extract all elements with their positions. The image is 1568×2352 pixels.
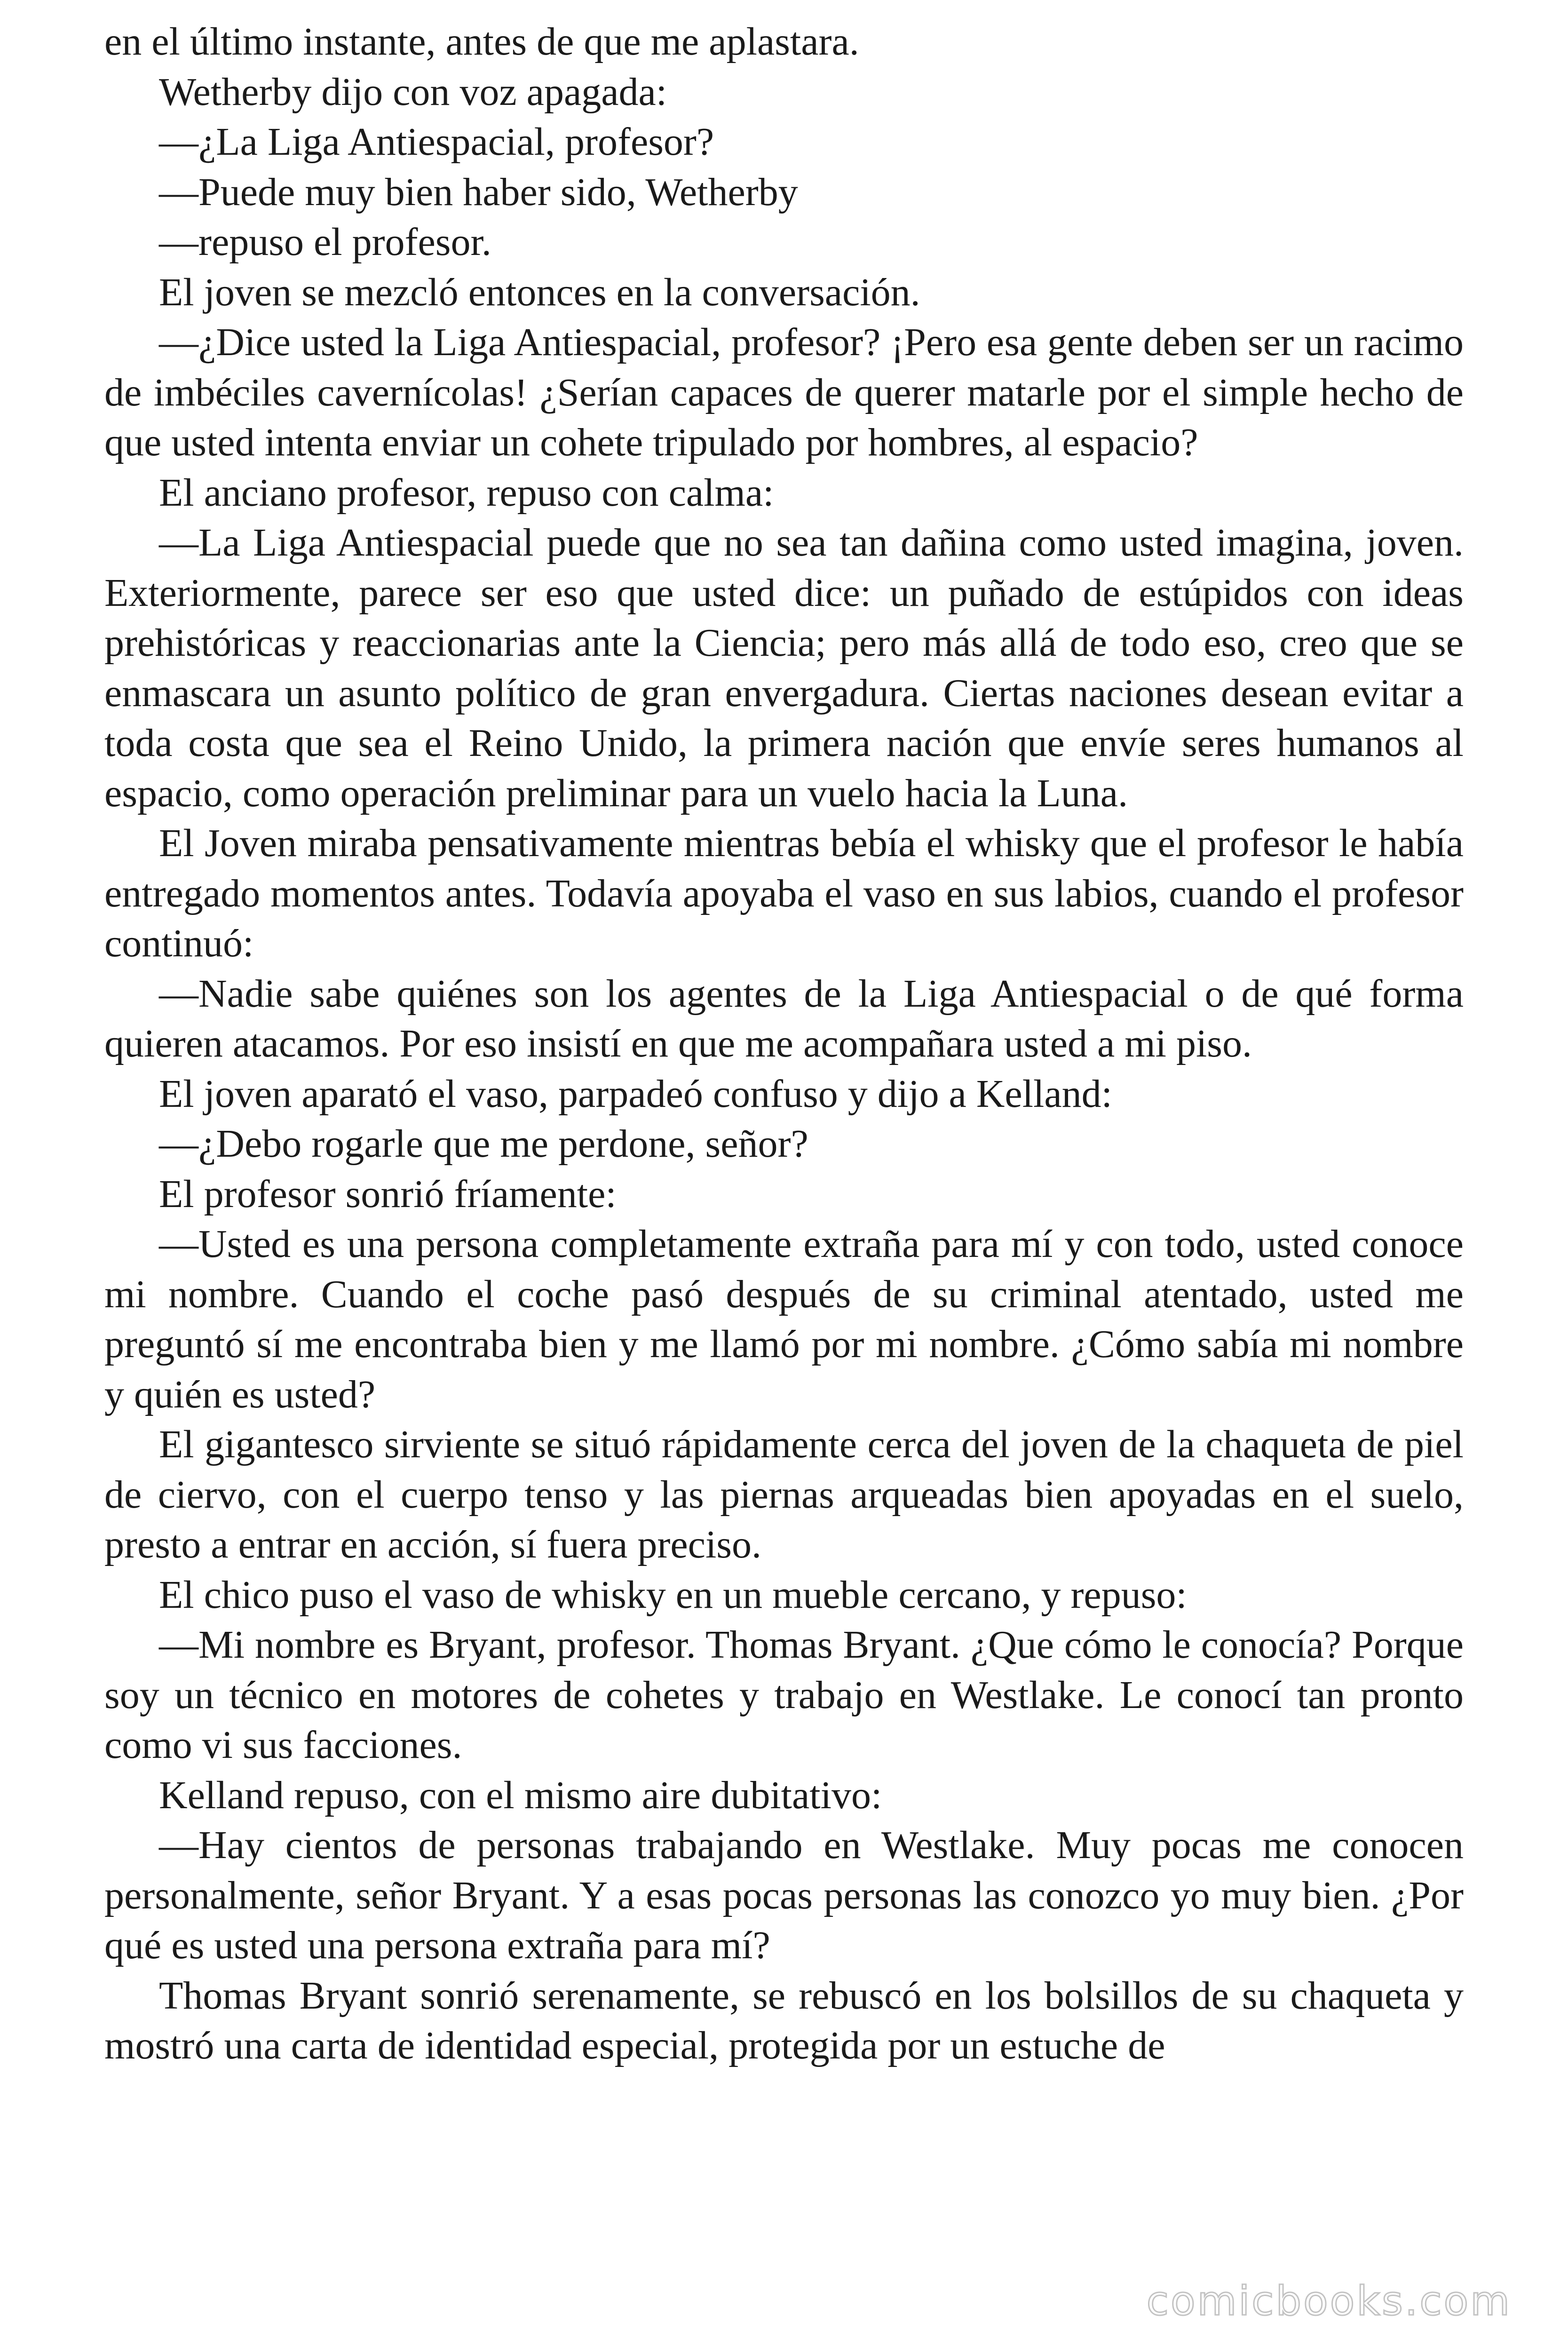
paragraph: en el último instante, antes de que me aplastara. <box>104 20 859 64</box>
paragraph: —Usted es una persona completamente extraña para mí y con todo, usted conoce mi nombre. Cuando el coche pasó después de su criminal atentado, usted me preguntó sí me encontraba bien y me llamó por mi nombre. ¿Cómo sabía mi nombre y quién es usted? <box>104 1222 1464 1416</box>
paragraph: El joven se mezcló entonces en la conversación. <box>159 270 920 314</box>
paragraph: —Puede muy bien haber sido, Wetherby <box>159 170 798 214</box>
paragraph: Thomas Bryant sonrió serenamente, se rebuscó en los bolsillos de su chaqueta y mostró una carta de identidad especial, protegida por un estuche de <box>104 1973 1464 2067</box>
paragraph: El profesor sonrió fríamente: <box>159 1172 617 1216</box>
paragraph: —¿La Liga Antiespacial, profesor? <box>159 120 714 164</box>
paragraph: El Joven miraba pensativamente mientras bebía el whisky que el profesor le había entregado momentos antes. Todavía apoyaba el vaso en sus labios, cuando el profesor continuó: <box>104 821 1464 965</box>
paragraph: Kelland repuso, con el mismo aire dubitativo: <box>159 1773 882 1817</box>
paragraph: Wetherby dijo con voz apagada: <box>159 70 667 114</box>
paragraph: —La Liga Antiespacial puede que no sea tan dañina como usted imagina, joven. Exteriormente, parece ser eso que usted dice: un puñado de estúpidos con ideas prehistóricas y reaccionarias ante la Ciencia; pero más allá de todo eso, creo que se enmascara un asunto político de gran envergadura. Ciertas naciones desean evitar a toda costa que sea el Reino Unido, la primera nación que envíe seres humanos al espacio, como operación preliminar para un vuelo hacia la Luna. <box>104 521 1464 815</box>
paragraph: —¿Dice usted la Liga Antiespacial, profesor? ¡Pero esa gente deben ser un racimo de imbéciles cavernícolas! ¿Serían capaces de querer matarle por el simple hecho de que usted intenta enviar un cohete tripulado por hombres, al espacio? <box>104 320 1464 464</box>
paragraph: El anciano profesor, repuso con calma: <box>159 470 774 515</box>
paragraph: El joven aparató el vaso, parpadeó confuso y dijo a Kelland: <box>159 1072 1112 1116</box>
watermark-logo: comicbooks.com <box>1146 2278 1512 2325</box>
paragraph: El chico puso el vaso de whisky en un mueble cercano, y repuso: <box>159 1573 1187 1617</box>
paragraph: —repuso el profesor. <box>159 220 491 264</box>
paragraph: —Hay cientos de personas trabajando en Westlake. Muy pocas me conocen personalmente, señor Bryant. Y a esas pocas personas las conozco yo muy bien. ¿Por qué es usted una persona extraña para mí? <box>104 1823 1464 1967</box>
paragraph: —Nadie sabe quiénes son los agentes de la Liga Antiespacial o de qué forma quieren atacamos. Por eso insistí en que me acompañara usted a mi piso. <box>104 971 1464 1065</box>
paragraph: El gigantesco sirviente se situó rápidamente cerca del joven de la chaqueta de piel de ciervo, con el cuerpo tenso y las piernas arqueadas bien apoyadas en el suelo, presto a entrar en acción, sí fuera preciso. <box>104 1422 1464 1566</box>
paragraph: —Mi nombre es Bryant, profesor. Thomas Bryant. ¿Que cómo le conocía? Porque soy un técnico en motores de cohetes y trabajo en Westlake. Le conocí tan pronto como vi sus facciones. <box>104 1623 1464 1767</box>
paragraph: —¿Debo rogarle que me perdone, señor? <box>159 1122 808 1166</box>
page-body <box>104 17 1464 2071</box>
